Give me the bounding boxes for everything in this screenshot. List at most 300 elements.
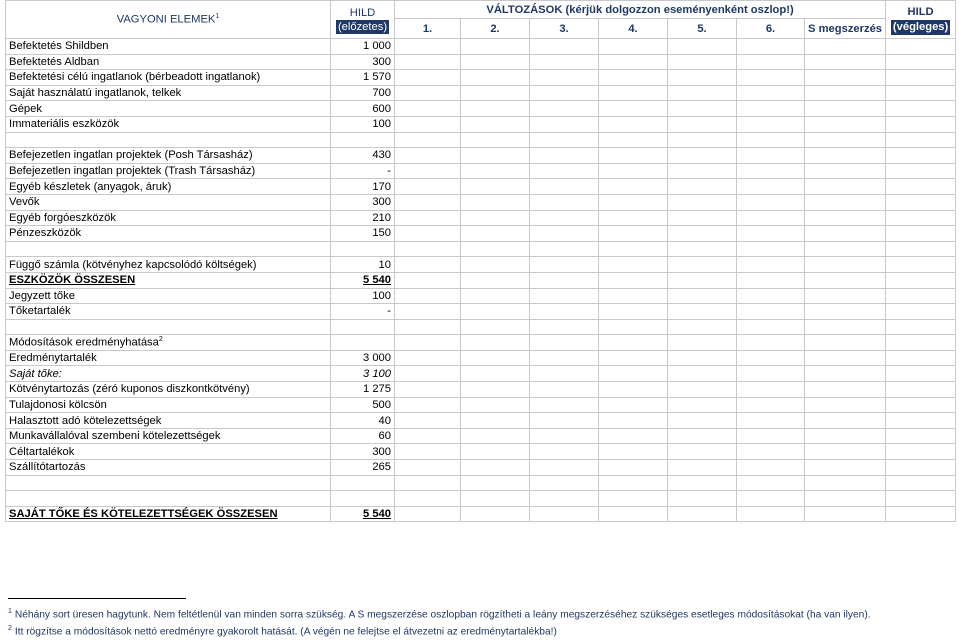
s-megszerzes-cell[interactable]	[805, 101, 886, 117]
change-cell[interactable]	[530, 70, 599, 86]
change-cell[interactable]	[668, 382, 737, 398]
row-label[interactable]: Céltartalékok	[6, 444, 331, 460]
change-cell[interactable]	[599, 350, 668, 366]
change-cell[interactable]	[668, 70, 737, 86]
change-cell[interactable]	[461, 70, 530, 86]
change-cell[interactable]	[395, 475, 461, 491]
change-cell[interactable]	[395, 116, 461, 132]
s-megszerzes-cell[interactable]	[805, 257, 886, 273]
row-label[interactable]: Tulajdonosi kölcsön	[6, 397, 331, 413]
hild-final-cell[interactable]	[886, 85, 956, 101]
hild-prelim-value[interactable]: 3 000	[331, 350, 395, 366]
s-megszerzes-cell[interactable]	[805, 413, 886, 429]
hild-prelim-value[interactable]	[331, 335, 395, 351]
change-cell[interactable]	[599, 210, 668, 226]
hild-prelim-value[interactable]: -	[331, 304, 395, 320]
change-cell[interactable]	[395, 39, 461, 55]
change-cell[interactable]	[395, 226, 461, 242]
change-cell[interactable]	[668, 179, 737, 195]
change-cell[interactable]	[737, 397, 805, 413]
change-cell[interactable]	[737, 116, 805, 132]
change-cell[interactable]	[668, 460, 737, 476]
change-cell[interactable]	[461, 288, 530, 304]
change-cell[interactable]	[668, 428, 737, 444]
change-cell[interactable]	[737, 382, 805, 398]
row-label[interactable]: Befektetés Aldban	[6, 54, 331, 70]
change-cell[interactable]	[668, 116, 737, 132]
change-cell[interactable]	[530, 132, 599, 148]
change-cell[interactable]	[530, 397, 599, 413]
change-cell[interactable]	[395, 54, 461, 70]
row-label[interactable]: Munkavállalóval szembeni kötelezettségek	[6, 428, 331, 444]
s-megszerzes-cell[interactable]	[805, 397, 886, 413]
change-cell[interactable]	[461, 39, 530, 55]
change-cell[interactable]	[599, 366, 668, 382]
row-label[interactable]	[6, 319, 331, 335]
change-cell[interactable]	[395, 163, 461, 179]
change-cell[interactable]	[668, 475, 737, 491]
change-cell[interactable]	[599, 54, 668, 70]
change-cell[interactable]	[530, 163, 599, 179]
change-cell[interactable]	[461, 54, 530, 70]
change-cell[interactable]	[461, 226, 530, 242]
change-cell[interactable]	[668, 39, 737, 55]
change-cell[interactable]	[530, 241, 599, 257]
s-megszerzes-cell[interactable]	[805, 475, 886, 491]
change-cell[interactable]	[395, 179, 461, 195]
hild-final-cell[interactable]	[886, 397, 956, 413]
change-cell[interactable]	[395, 257, 461, 273]
s-megszerzes-cell[interactable]	[805, 54, 886, 70]
row-label[interactable]: Immateriális eszközök	[6, 116, 331, 132]
change-cell[interactable]	[530, 194, 599, 210]
change-cell[interactable]	[530, 179, 599, 195]
change-cell[interactable]	[599, 491, 668, 507]
change-cell[interactable]	[737, 194, 805, 210]
change-column-header[interactable]: 2.	[461, 19, 530, 39]
hild-prelim-value[interactable]: 150	[331, 226, 395, 242]
change-cell[interactable]	[599, 506, 668, 522]
hild-final-cell[interactable]	[886, 179, 956, 195]
change-cell[interactable]	[737, 257, 805, 273]
row-label[interactable]: Egyéb forgóeszközök	[6, 210, 331, 226]
change-cell[interactable]	[737, 85, 805, 101]
change-cell[interactable]	[599, 116, 668, 132]
change-cell[interactable]	[461, 382, 530, 398]
hild-final-header[interactable]: HILD (végleges)	[886, 1, 956, 39]
s-megszerzes-cell[interactable]	[805, 39, 886, 55]
change-cell[interactable]	[668, 210, 737, 226]
change-cell[interactable]	[599, 382, 668, 398]
change-cell[interactable]	[668, 366, 737, 382]
change-cell[interactable]	[668, 194, 737, 210]
hild-final-cell[interactable]	[886, 116, 956, 132]
change-cell[interactable]	[599, 428, 668, 444]
hild-prelim-value[interactable]: 5 540	[331, 506, 395, 522]
hild-prelim-value[interactable]: 600	[331, 101, 395, 117]
row-label[interactable]	[6, 475, 331, 491]
change-cell[interactable]	[461, 132, 530, 148]
hild-final-cell[interactable]	[886, 226, 956, 242]
change-cell[interactable]	[737, 288, 805, 304]
hild-final-cell[interactable]	[886, 163, 956, 179]
s-megszerzes-cell[interactable]	[805, 272, 886, 288]
change-cell[interactable]	[599, 397, 668, 413]
change-cell[interactable]	[668, 397, 737, 413]
change-cell[interactable]	[599, 163, 668, 179]
change-column-header[interactable]: 1.	[395, 19, 461, 39]
row-label[interactable]: Gépek	[6, 101, 331, 117]
change-cell[interactable]	[668, 85, 737, 101]
change-cell[interactable]	[530, 210, 599, 226]
change-cell[interactable]	[395, 397, 461, 413]
row-label[interactable]: Saját tőke:	[6, 366, 331, 382]
change-cell[interactable]	[599, 241, 668, 257]
vagyoni-elemek-header[interactable]: VAGYONI ELEMEK$^1$	[6, 1, 331, 39]
change-cell[interactable]	[599, 444, 668, 460]
change-cell[interactable]	[461, 210, 530, 226]
hild-final-cell[interactable]	[886, 444, 956, 460]
change-cell[interactable]	[668, 288, 737, 304]
row-label[interactable]: Befektetési célú ingatlanok (bérbeadott ingatlanok)	[6, 70, 331, 86]
change-cell[interactable]	[461, 101, 530, 117]
hild-final-cell[interactable]	[886, 319, 956, 335]
change-cell[interactable]	[530, 304, 599, 320]
change-cell[interactable]	[737, 506, 805, 522]
hild-prelim-value[interactable]: 265	[331, 460, 395, 476]
hild-prelim-value[interactable]: 700	[331, 85, 395, 101]
s-megszerzes-cell[interactable]	[805, 350, 886, 366]
change-cell[interactable]	[737, 475, 805, 491]
change-cell[interactable]	[737, 335, 805, 351]
hild-prelim-header[interactable]: HILD (előzetes)	[331, 1, 395, 39]
change-cell[interactable]	[395, 382, 461, 398]
s-megszerzes-cell[interactable]	[805, 506, 886, 522]
change-cell[interactable]	[395, 210, 461, 226]
hild-prelim-value[interactable]	[331, 132, 395, 148]
change-cell[interactable]	[530, 116, 599, 132]
hild-final-cell[interactable]	[886, 413, 956, 429]
hild-final-cell[interactable]	[886, 335, 956, 351]
change-cell[interactable]	[461, 491, 530, 507]
change-cell[interactable]	[737, 70, 805, 86]
change-cell[interactable]	[461, 460, 530, 476]
hild-final-cell[interactable]	[886, 366, 956, 382]
row-label[interactable]: Befejezetlen ingatlan projektek (Posh Társasház)	[6, 148, 331, 164]
hild-final-cell[interactable]	[886, 491, 956, 507]
change-cell[interactable]	[395, 132, 461, 148]
change-cell[interactable]	[668, 226, 737, 242]
change-cell[interactable]	[530, 413, 599, 429]
change-cell[interactable]	[668, 101, 737, 117]
change-cell[interactable]	[530, 428, 599, 444]
row-label[interactable]: Befektetés Shildben	[6, 39, 331, 55]
change-cell[interactable]	[737, 413, 805, 429]
change-cell[interactable]	[737, 163, 805, 179]
hild-prelim-value[interactable]: -	[331, 163, 395, 179]
hild-final-cell[interactable]	[886, 39, 956, 55]
change-cell[interactable]	[461, 397, 530, 413]
change-cell[interactable]	[395, 335, 461, 351]
change-cell[interactable]	[737, 241, 805, 257]
change-cell[interactable]	[530, 226, 599, 242]
change-cell[interactable]	[395, 491, 461, 507]
hild-prelim-value[interactable]: 60	[331, 428, 395, 444]
change-cell[interactable]	[461, 444, 530, 460]
change-cell[interactable]	[737, 460, 805, 476]
row-label[interactable]: Vevők	[6, 194, 331, 210]
change-cell[interactable]	[530, 460, 599, 476]
change-cell[interactable]	[668, 241, 737, 257]
s-megszerzes-cell[interactable]	[805, 179, 886, 195]
change-cell[interactable]	[395, 194, 461, 210]
change-cell[interactable]	[395, 70, 461, 86]
hild-prelim-value[interactable]: 300	[331, 54, 395, 70]
change-cell[interactable]	[395, 304, 461, 320]
change-cell[interactable]	[461, 148, 530, 164]
s-megszerzes-cell[interactable]	[805, 382, 886, 398]
change-cell[interactable]	[530, 54, 599, 70]
change-cell[interactable]	[668, 319, 737, 335]
change-cell[interactable]	[530, 39, 599, 55]
change-cell[interactable]	[461, 413, 530, 429]
change-cell[interactable]	[599, 132, 668, 148]
change-cell[interactable]	[668, 491, 737, 507]
s-megszerzes-cell[interactable]	[805, 428, 886, 444]
change-cell[interactable]	[530, 288, 599, 304]
hild-prelim-value[interactable]: 1 275	[331, 382, 395, 398]
change-column-header[interactable]: 6.	[737, 19, 805, 39]
s-megszerzes-cell[interactable]	[805, 163, 886, 179]
hild-final-cell[interactable]	[886, 241, 956, 257]
hild-prelim-value[interactable]	[331, 475, 395, 491]
change-cell[interactable]	[599, 413, 668, 429]
change-cell[interactable]	[461, 241, 530, 257]
change-cell[interactable]	[530, 272, 599, 288]
change-cell[interactable]	[599, 85, 668, 101]
change-cell[interactable]	[530, 148, 599, 164]
hild-prelim-value[interactable]: 100	[331, 288, 395, 304]
change-cell[interactable]	[461, 475, 530, 491]
change-cell[interactable]	[461, 179, 530, 195]
change-cell[interactable]	[737, 366, 805, 382]
s-megszerzes-cell[interactable]	[805, 226, 886, 242]
change-cell[interactable]	[461, 304, 530, 320]
row-label[interactable]: Módosítások eredményhatása$^2$	[6, 335, 331, 351]
change-cell[interactable]	[599, 288, 668, 304]
change-cell[interactable]	[599, 272, 668, 288]
change-column-header[interactable]: 5.	[668, 19, 737, 39]
hild-final-cell[interactable]	[886, 257, 956, 273]
hild-final-cell[interactable]	[886, 460, 956, 476]
change-cell[interactable]	[461, 506, 530, 522]
change-cell[interactable]	[668, 163, 737, 179]
change-cell[interactable]	[461, 194, 530, 210]
change-cell[interactable]	[668, 444, 737, 460]
row-label[interactable]: Jegyzett tőke	[6, 288, 331, 304]
hild-final-cell[interactable]	[886, 475, 956, 491]
change-cell[interactable]	[599, 39, 668, 55]
row-label[interactable]: Befejezetlen ingatlan projektek (Trash Társasház)	[6, 163, 331, 179]
change-cell[interactable]	[599, 304, 668, 320]
s-megszerzes-cell[interactable]	[805, 460, 886, 476]
change-cell[interactable]	[395, 272, 461, 288]
change-cell[interactable]	[395, 85, 461, 101]
change-cell[interactable]	[530, 319, 599, 335]
change-cell[interactable]	[530, 335, 599, 351]
s-megszerzes-cell[interactable]	[805, 70, 886, 86]
change-cell[interactable]	[737, 350, 805, 366]
row-label[interactable]: Egyéb készletek (anyagok, áruk)	[6, 179, 331, 195]
hild-prelim-value[interactable]: 300	[331, 194, 395, 210]
hild-prelim-value[interactable]: 5 540	[331, 272, 395, 288]
change-cell[interactable]	[737, 210, 805, 226]
change-cell[interactable]	[599, 335, 668, 351]
change-cell[interactable]	[530, 506, 599, 522]
row-label[interactable]: Szállítótartozás	[6, 460, 331, 476]
row-label[interactable]: Pénzeszközök	[6, 226, 331, 242]
s-megszerzes-cell[interactable]	[805, 304, 886, 320]
s-megszerzes-cell[interactable]	[805, 132, 886, 148]
change-cell[interactable]	[668, 506, 737, 522]
change-cell[interactable]	[599, 319, 668, 335]
row-label[interactable]: Halasztott adó kötelezettségek	[6, 413, 331, 429]
change-cell[interactable]	[530, 491, 599, 507]
change-cell[interactable]	[395, 413, 461, 429]
change-cell[interactable]	[737, 428, 805, 444]
change-cell[interactable]	[395, 350, 461, 366]
hild-prelim-value[interactable]: 1 000	[331, 39, 395, 55]
s-megszerzes-cell[interactable]	[805, 335, 886, 351]
hild-final-cell[interactable]	[886, 506, 956, 522]
s-megszerzes-cell[interactable]	[805, 444, 886, 460]
change-cell[interactable]	[737, 319, 805, 335]
row-label[interactable]: Kötvénytartozás (zéró kuponos diszkontkötvény)	[6, 382, 331, 398]
hild-final-cell[interactable]	[886, 350, 956, 366]
hild-final-cell[interactable]	[886, 70, 956, 86]
row-label[interactable]: ESZKÖZÖK ÖSSZESEN	[6, 272, 331, 288]
hild-final-cell[interactable]	[886, 304, 956, 320]
s-megszerzes-cell[interactable]	[805, 148, 886, 164]
hild-prelim-value[interactable]	[331, 319, 395, 335]
hild-final-cell[interactable]	[886, 194, 956, 210]
change-cell[interactable]	[395, 506, 461, 522]
change-cell[interactable]	[668, 304, 737, 320]
change-cell[interactable]	[599, 460, 668, 476]
valtozasok-header[interactable]: VÁLTOZÁSOK (kérjük dolgozzon eseményenként oszlop!)	[395, 1, 886, 19]
hild-prelim-value[interactable]: 170	[331, 179, 395, 195]
hild-final-cell[interactable]	[886, 210, 956, 226]
change-cell[interactable]	[737, 226, 805, 242]
change-cell[interactable]	[599, 179, 668, 195]
change-cell[interactable]	[530, 382, 599, 398]
hild-prelim-value[interactable]: 300	[331, 444, 395, 460]
change-cell[interactable]	[530, 350, 599, 366]
change-cell[interactable]	[599, 257, 668, 273]
change-cell[interactable]	[461, 366, 530, 382]
row-label[interactable]	[6, 132, 331, 148]
change-cell[interactable]	[668, 257, 737, 273]
s-megszerzes-cell[interactable]	[805, 116, 886, 132]
hild-final-cell[interactable]	[886, 132, 956, 148]
change-cell[interactable]	[668, 350, 737, 366]
change-cell[interactable]	[737, 39, 805, 55]
s-megszerzes-cell[interactable]	[805, 85, 886, 101]
s-megszerzes-cell[interactable]	[805, 319, 886, 335]
change-cell[interactable]	[461, 319, 530, 335]
hild-final-cell[interactable]	[886, 272, 956, 288]
s-megszerzes-cell[interactable]	[805, 366, 886, 382]
s-megszerzes-header[interactable]: S megszerzés	[805, 19, 886, 39]
change-cell[interactable]	[737, 148, 805, 164]
change-cell[interactable]	[395, 241, 461, 257]
change-cell[interactable]	[395, 428, 461, 444]
hild-final-cell[interactable]	[886, 288, 956, 304]
change-cell[interactable]	[530, 101, 599, 117]
change-cell[interactable]	[461, 257, 530, 273]
change-cell[interactable]	[530, 444, 599, 460]
change-cell[interactable]	[599, 226, 668, 242]
change-cell[interactable]	[668, 272, 737, 288]
change-cell[interactable]	[395, 366, 461, 382]
change-cell[interactable]	[461, 335, 530, 351]
change-cell[interactable]	[461, 272, 530, 288]
hild-final-cell[interactable]	[886, 101, 956, 117]
change-cell[interactable]	[530, 85, 599, 101]
change-cell[interactable]	[461, 116, 530, 132]
s-megszerzes-cell[interactable]	[805, 194, 886, 210]
change-cell[interactable]	[461, 350, 530, 366]
row-label[interactable]: Saját használatú ingatlanok, telkek	[6, 85, 331, 101]
row-label[interactable]	[6, 491, 331, 507]
s-megszerzes-cell[interactable]	[805, 288, 886, 304]
hild-prelim-value[interactable]: 10	[331, 257, 395, 273]
s-megszerzes-cell[interactable]	[805, 241, 886, 257]
row-label[interactable]: Tőketartalék	[6, 304, 331, 320]
change-cell[interactable]	[599, 70, 668, 86]
hild-prelim-value[interactable]	[331, 491, 395, 507]
change-cell[interactable]	[599, 101, 668, 117]
hild-prelim-value[interactable]: 210	[331, 210, 395, 226]
hild-final-cell[interactable]	[886, 382, 956, 398]
hild-prelim-value[interactable]: 100	[331, 116, 395, 132]
s-megszerzes-cell[interactable]	[805, 210, 886, 226]
change-cell[interactable]	[599, 148, 668, 164]
row-label[interactable]: SAJÁT TŐKE ÉS KÖTELEZETTSÉGEK ÖSSZESEN	[6, 506, 331, 522]
change-cell[interactable]	[395, 101, 461, 117]
change-cell[interactable]	[737, 304, 805, 320]
change-cell[interactable]	[599, 194, 668, 210]
change-cell[interactable]	[737, 491, 805, 507]
change-cell[interactable]	[668, 335, 737, 351]
hild-prelim-value[interactable]: 430	[331, 148, 395, 164]
change-cell[interactable]	[530, 257, 599, 273]
row-label[interactable]: Függő számla (kötvényhez kapcsolódó költségek)	[6, 257, 331, 273]
change-cell[interactable]	[737, 272, 805, 288]
hild-final-cell[interactable]	[886, 54, 956, 70]
change-cell[interactable]	[737, 132, 805, 148]
hild-prelim-value[interactable]: 1 570	[331, 70, 395, 86]
change-cell[interactable]	[461, 428, 530, 444]
change-cell[interactable]	[395, 460, 461, 476]
change-cell[interactable]	[599, 475, 668, 491]
change-cell[interactable]	[395, 319, 461, 335]
hild-final-cell[interactable]	[886, 148, 956, 164]
change-cell[interactable]	[668, 148, 737, 164]
change-cell[interactable]	[737, 179, 805, 195]
change-column-header[interactable]: 4.	[599, 19, 668, 39]
s-megszerzes-cell[interactable]	[805, 491, 886, 507]
